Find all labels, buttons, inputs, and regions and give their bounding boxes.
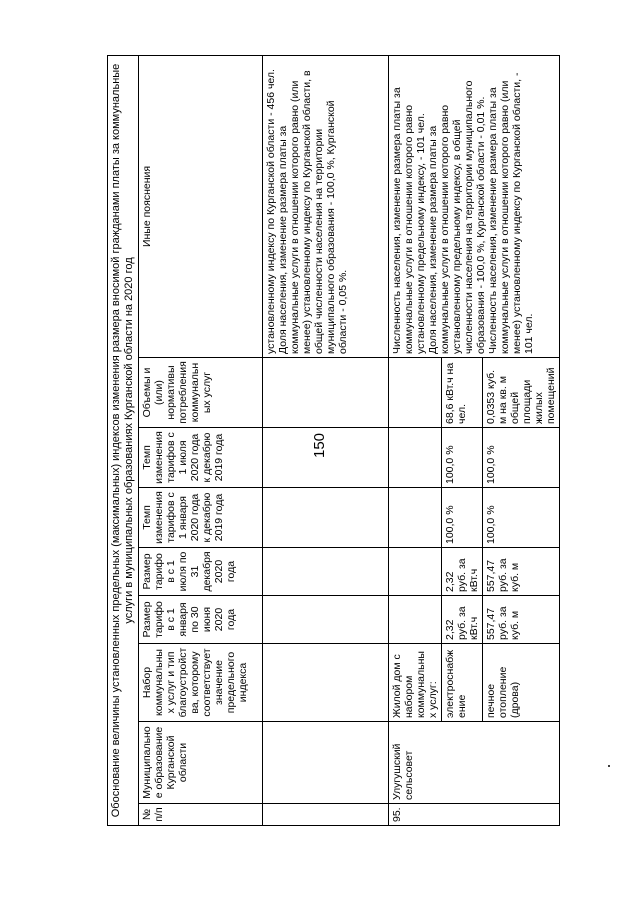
cont-num [263, 804, 389, 826]
header-rate-jan: Темп изменения тарифов с 1 января 2020 года к декабрю 2019 года [139, 488, 263, 548]
continuation-row [263, 55, 389, 825]
service-rate-jan: 100,0 % [483, 488, 560, 548]
title-row [108, 55, 139, 825]
page-number: 150 [311, 432, 329, 459]
cont-municipality [263, 722, 389, 804]
service-rate-jul: 100,0 % [483, 428, 560, 488]
group-empty-4 [389, 428, 442, 488]
service-volume: 68,6 кВт.ч на чел. [442, 358, 483, 428]
service-name: печное отопление (дрова) [483, 644, 560, 722]
group-empty-3 [389, 488, 442, 548]
group-empty-2 [389, 548, 442, 596]
header-services: Набор коммунальных услуг и тип благоустройства, которому соответствует значение предельного индекса [139, 644, 263, 722]
scan-speck [608, 765, 610, 767]
header-num: № п/п [139, 804, 263, 826]
cont-tariff-h1 [263, 596, 389, 644]
header-rate-jul: Темп изменения тарифов с 1 июля 2020 года к декабрю 2019 года [139, 428, 263, 488]
service-tariff-h1: 557,47 руб. за куб. м [483, 596, 560, 644]
continuation-note: установленному индексу по Курганской области - 456 чел. Доля населения, изменение размера платы за коммунальные услуги в отношении которого равно (или менее) установленному индексу по Курганской области, в общей численности населения на территории муниципального образования - 100,0 %, Курганской области - 0,05 %. [263, 55, 389, 357]
header-tariff-h2: Размер тарифов с 1 июля по 31 декабря 2020 года [139, 548, 263, 596]
cont-volumes [263, 358, 389, 428]
service-rate-jul: 100,0 % [442, 428, 483, 488]
header-tariff-h1: Размер тарифов с 1 января по 30 июня 2020 года [139, 596, 263, 644]
group-empty-1 [389, 596, 442, 644]
cont-tariff-h2 [263, 548, 389, 596]
service-tariff-h2: 557,47 руб. за куб. м [483, 548, 560, 596]
header-row [139, 55, 263, 825]
row-num: 95. [389, 804, 560, 826]
row-notes: Численность населения, изменение размера платы за коммунальные услуги в отношении которого равно установленному предельному индексу, - 101 чел. Доля населения, изменение размера платы за коммунальные услуги в отношении которого равно установленному предельному индексу, в общей численности населения на территории муниципального образования - 100,0 %, Курганской области - 0,01 %. Численность населения, изменение размера платы за коммунальные услуги в отношении которого равно (или менее) установленному индексу по Курганской области, - 101 чел. [389, 55, 560, 357]
cont-services [263, 644, 389, 722]
row-municipality: Улугушский сельсовет [389, 722, 560, 804]
service-rate-jan: 100,0 % [442, 488, 483, 548]
document-table-wrapper [107, 56, 597, 826]
tariff-table [107, 55, 560, 826]
row-services-group: Жилой дом с набором коммунальных услуг: [389, 644, 442, 722]
service-tariff-h1: 2,32 руб. за кВт.ч [442, 596, 483, 644]
service-volume: 0,0353 куб. м на кв. м общей площади жилых помещений [483, 358, 560, 428]
header-volumes: Объемы и (или) нормативы потребления коммунальных услуг [139, 358, 263, 428]
header-municipality: Муниципальное образование Курганской области [139, 722, 263, 804]
cont-rate-jan [263, 488, 389, 548]
cont-rate-jul [263, 428, 389, 488]
table-row [389, 55, 442, 825]
service-tariff-h2: 2,32 руб. за кВт.ч [442, 548, 483, 596]
table-title: Обоснование величины установленных предельных (максимальных) индексов изменения размера вносимой гражданами платы за коммунальные услуги в муниципальных образованиях Курганской области на 2020 год [108, 55, 139, 825]
service-name: электроснабжение [442, 644, 483, 722]
group-empty-5 [389, 358, 442, 428]
header-notes: Иные пояснения [139, 55, 263, 357]
